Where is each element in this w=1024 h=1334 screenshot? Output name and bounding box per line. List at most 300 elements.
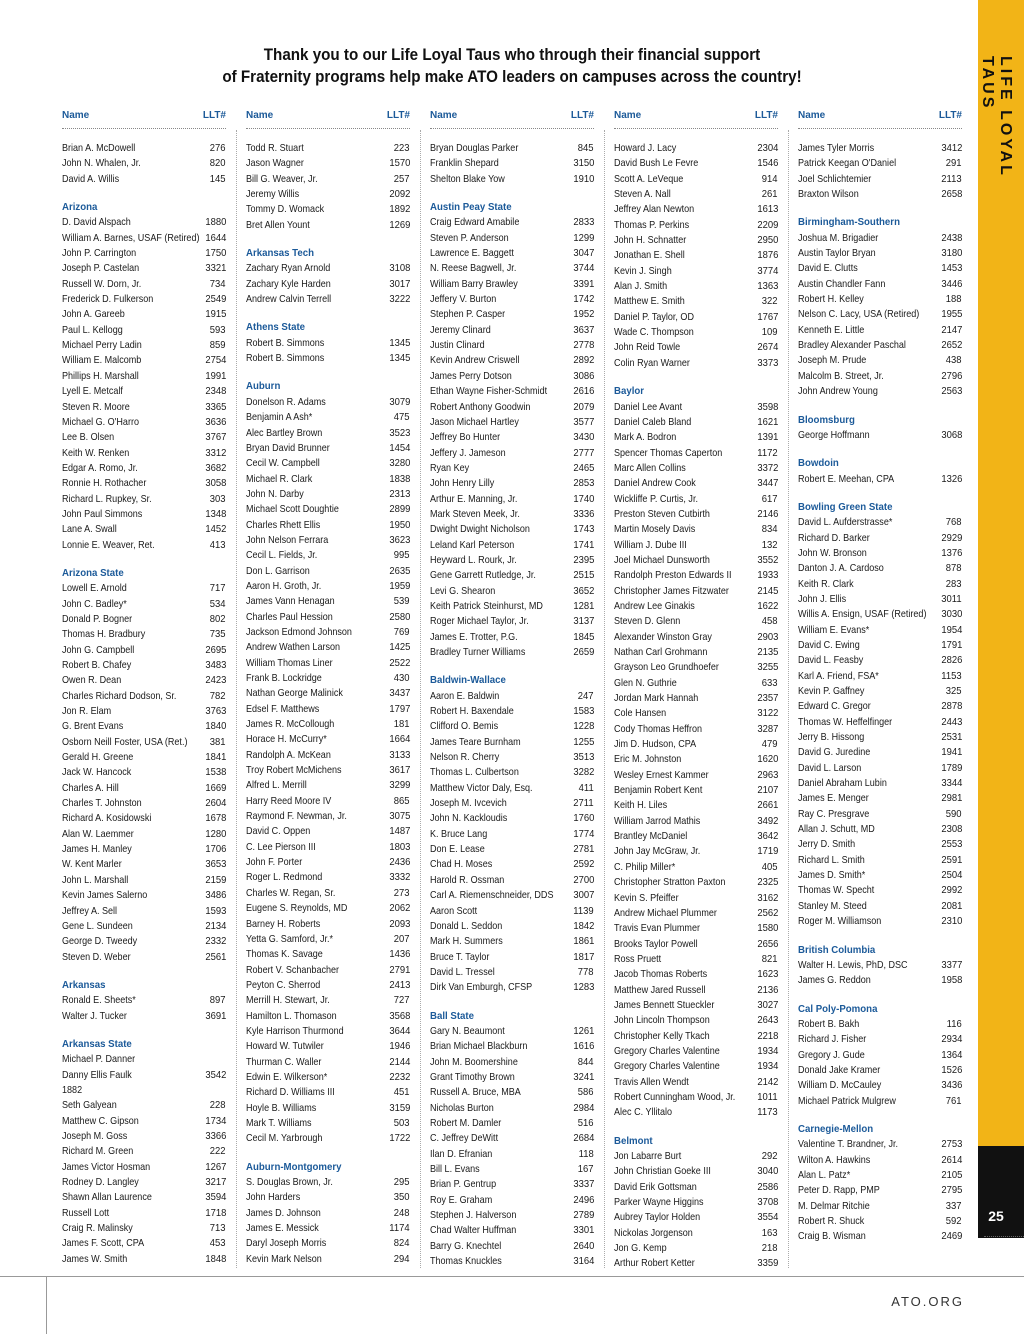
member-row: [62, 750, 226, 765]
llt-number: 3542: [204, 1068, 226, 1081]
member-row: [798, 914, 962, 929]
llt-number: 1664: [388, 733, 410, 746]
llt-number: 2159: [204, 873, 226, 886]
llt-number: 430: [394, 672, 410, 684]
member-row: [614, 356, 778, 371]
llt-number: 821: [762, 952, 778, 965]
member-row: [62, 888, 226, 903]
member-row: [430, 476, 594, 491]
member-name: Chad Walter Huffman: [430, 1224, 517, 1237]
llt-number: 2604: [204, 797, 226, 810]
llt-number: 3359: [756, 1257, 778, 1270]
member-name: Stanley M. Steed: [798, 899, 867, 912]
llt-number: 2903: [756, 630, 778, 643]
llt-number: 516: [578, 1116, 594, 1129]
llt-number: 2777: [572, 446, 594, 459]
llt-number: 132: [762, 538, 778, 551]
llt-number: 3708: [756, 1196, 778, 1209]
llt-number: 834: [762, 523, 778, 536]
member-name: Bradley Turner Williams: [430, 646, 526, 658]
member-name: Aubrey Taylor Holden: [614, 1211, 701, 1224]
member-name: Thomas W. Heffelfinger: [798, 715, 893, 728]
llt-number: 1958: [940, 974, 962, 987]
llt-number: 247: [578, 689, 594, 702]
llt-number: 1954: [940, 623, 962, 636]
member-name: Stephen P. Casper: [430, 308, 506, 321]
llt-number: 1840: [204, 720, 226, 733]
member-row: [246, 564, 410, 579]
llt-number: 2656: [756, 937, 778, 950]
member-row: [62, 796, 226, 811]
member-row: [614, 952, 778, 967]
member-name: David L. Larson: [798, 761, 862, 774]
member-row: [246, 1039, 410, 1054]
member-row: [246, 456, 410, 471]
member-name: Richard A. Kosidowski: [62, 812, 152, 825]
member-row: [62, 581, 226, 596]
member-name: G. Brent Evans: [62, 720, 124, 733]
member-row: [246, 579, 410, 594]
llt-number: 1538: [204, 766, 226, 779]
llt-number: 2504: [940, 869, 962, 882]
chapter-name: Auburn: [246, 380, 281, 393]
member-row: [62, 369, 226, 384]
member-row: [430, 934, 594, 949]
member-row: [62, 612, 226, 627]
chapter-heading: [614, 384, 778, 399]
llt-number: 109: [762, 326, 778, 339]
member-name: Christopher Kelly Tkach: [614, 1029, 710, 1042]
member-name: Martin Mosely Davis: [614, 523, 696, 536]
llt-number: 768: [946, 516, 962, 529]
llt-number: 475: [394, 411, 410, 424]
member-name: Willis A. Ensign, USAF (Retired): [798, 608, 927, 621]
member-row: [798, 292, 962, 307]
member-row: [614, 141, 778, 156]
llt-number: 3763: [204, 705, 226, 718]
llt-number: 3336: [572, 507, 594, 520]
column-header-name: Name: [430, 110, 458, 121]
member-row: [430, 446, 594, 461]
llt-number: 118: [578, 1147, 594, 1160]
column-header-llt: LLT#: [386, 110, 410, 121]
llt-number: 778: [578, 965, 594, 978]
member-row: [614, 310, 778, 325]
member-name: John P. Carrington: [62, 247, 137, 260]
member-row: [614, 906, 778, 921]
member-name: Andrew Michael Plummer: [614, 906, 717, 919]
llt-number: 3086: [572, 369, 594, 382]
member-row: [798, 958, 962, 973]
member-name: Charles Rhett Ellis: [246, 518, 321, 531]
member-name: James E. Messick: [246, 1222, 319, 1235]
member-name: Donald P. Bogner: [62, 612, 133, 625]
member-row: [614, 415, 778, 430]
member-name: Cecil L. Fields, Jr.: [246, 549, 318, 562]
member-name: John W. Bronson: [798, 546, 867, 559]
member-row: [430, 261, 594, 276]
member-name: Michael Patrick Mulgrew: [798, 1094, 896, 1107]
member-name: Jason Michael Hartley: [430, 415, 519, 428]
llt-number: 222: [210, 1145, 226, 1158]
member-name: James Tyler Morris: [798, 142, 875, 154]
member-row: [798, 1229, 962, 1244]
member-name: Robert H. Kelley: [798, 293, 864, 306]
column-header-llt: LLT#: [754, 110, 778, 121]
llt-number: 2684: [572, 1132, 594, 1145]
llt-number: 1620: [756, 753, 778, 766]
member-name: Arthur E. Manning, Jr.: [430, 492, 518, 505]
llt-number: 1719: [756, 845, 778, 858]
member-row: [614, 233, 778, 248]
member-name: Michael Scott Doughtie: [246, 503, 339, 516]
member-row: [62, 627, 226, 642]
member-row: [430, 704, 594, 719]
llt-number: 2778: [572, 339, 594, 352]
member-name: Jason Wagner: [246, 157, 304, 170]
member-name: Aaron E. Baldwin: [430, 689, 500, 702]
member-name: Ethan Wayne Fisher-Schmidt: [430, 385, 548, 398]
member-name: Richard L. Smith: [798, 853, 865, 866]
member-row: [430, 965, 594, 980]
chapter-heading: [430, 200, 594, 215]
member-name: Phillips H. Marshall: [62, 369, 139, 382]
llt-number: 1621: [756, 415, 778, 428]
member-row: [62, 934, 226, 949]
llt-number: 844: [578, 1055, 594, 1068]
member-name: Shelton Blake Yow: [430, 172, 505, 185]
member-name: Brian P. Gentrup: [430, 1178, 497, 1191]
member-name: Harry Reed Moore IV: [246, 794, 332, 807]
member-row: [430, 857, 594, 872]
llt-number: 2878: [940, 700, 962, 713]
llt-number: 1583: [572, 705, 594, 718]
member-row: [614, 1241, 778, 1256]
member-name: Gene Garrett Rutledge, Jr.: [430, 569, 536, 582]
llt-number: 188: [946, 293, 962, 306]
llt-number: 3075: [388, 810, 410, 823]
llt-number: 2465: [572, 461, 594, 474]
member-row: [614, 279, 778, 294]
llt-number: 1774: [572, 827, 594, 840]
page-number: 25: [988, 1208, 1004, 1224]
llt-number: 295: [394, 1176, 410, 1188]
member-name: Troy Robert McMichens: [246, 764, 342, 777]
llt-number: 1718: [204, 1206, 226, 1219]
chapter-heading: [62, 200, 226, 215]
member-row: [798, 428, 962, 443]
member-name: Kevin P. Gaffney: [798, 685, 865, 697]
member-name: James E. Menger: [798, 792, 869, 805]
member-row: [798, 1063, 962, 1078]
member-row: [614, 202, 778, 217]
llt-number: 2553: [940, 838, 962, 851]
member-row: [614, 891, 778, 906]
member-name: Nelson C. Lacy, USA (Retired): [798, 308, 920, 321]
llt-number: 3312: [204, 446, 226, 459]
member-name: Bret Allen Yount: [246, 218, 310, 231]
member-row: [430, 1147, 594, 1162]
llt-number: 3486: [204, 889, 226, 902]
member-row: [62, 231, 226, 246]
member-name: John A. Gareeb: [62, 308, 125, 321]
llt-number: 3017: [388, 277, 410, 290]
member-name: Jon G. Kemp: [614, 1242, 667, 1255]
llt-number: 3492: [756, 814, 778, 827]
member-name: Roger M. Williamson: [798, 915, 882, 928]
member-name: Jordan Mark Hannah: [614, 692, 699, 705]
member-row: [62, 292, 226, 307]
llt-number: 207: [394, 932, 410, 945]
member-name: Roger Michael Taylor, Jr.: [430, 615, 529, 628]
llt-number: 2531: [940, 731, 962, 744]
llt-number: 2992: [940, 884, 962, 897]
member-name: John Paul Simmons: [62, 507, 143, 520]
member-row: [62, 993, 226, 1008]
member-name: William Barry Brawley: [430, 277, 518, 290]
member-name: Gene L. Sundeen: [62, 919, 133, 932]
member-name: Brian Michael Blackburn: [430, 1040, 528, 1053]
member-name: James F. Scott, CPA: [62, 1237, 145, 1250]
member-name: Aaron H. Groth, Jr.: [246, 579, 322, 592]
llt-number: 3180: [940, 247, 962, 260]
column-separator: [236, 130, 237, 1268]
llt-number: 3344: [940, 777, 962, 790]
member-name: Kenneth E. Little: [798, 323, 865, 336]
member-row: [62, 873, 226, 888]
member-row: [62, 719, 226, 734]
member-row: [62, 1052, 226, 1067]
member-name: Ryan Key: [430, 461, 470, 474]
member-row: [62, 781, 226, 796]
member-row: [62, 1190, 226, 1205]
member-row: [798, 307, 962, 322]
llt-number: 2586: [756, 1180, 778, 1193]
llt-number: 3691: [204, 1009, 226, 1022]
column-header-llt: LLT#: [202, 110, 226, 121]
llt-number: 769: [394, 625, 410, 638]
member-row: [614, 921, 778, 936]
member-row: [246, 261, 410, 276]
llt-number: 3623: [388, 533, 410, 546]
member-row: [246, 410, 410, 425]
member-name: K. Bruce Lang: [430, 827, 488, 840]
member-name: Peyton C. Sherrod: [246, 978, 321, 991]
llt-number: 1299: [572, 231, 594, 244]
member-name: Merrill H. Stewart, Jr.: [246, 994, 330, 1007]
member-name: Franklin Shepard: [430, 157, 499, 170]
member-name: John L. Marshall: [62, 873, 129, 886]
member-row: [614, 798, 778, 813]
member-row: [798, 853, 962, 868]
member-row: [614, 1149, 778, 1164]
member-name: George Hoffmann: [798, 428, 870, 441]
member-row: [430, 1193, 594, 1208]
member-name: Glen N. Guthrie: [614, 676, 677, 689]
llt-number: 3642: [756, 830, 778, 843]
llt-number: 1741: [572, 538, 594, 551]
member-row: [430, 231, 594, 246]
member-name: Dwight Dwight Nicholson: [430, 523, 530, 536]
member-name: Michael G. O'Harro: [62, 415, 139, 428]
llt-number: 1326: [940, 472, 962, 485]
member-name: Charles A. Hill: [62, 781, 119, 794]
llt-number: 3554: [756, 1211, 778, 1224]
member-name: Jonathan E. Shell: [614, 249, 685, 262]
llt-number: 1743: [572, 523, 594, 536]
llt-number: 2643: [756, 1014, 778, 1027]
member-row: [246, 277, 410, 292]
llt-number: 350: [394, 1191, 410, 1204]
llt-number: 845: [578, 142, 594, 154]
chapter-name: Bloomsburg: [798, 413, 855, 426]
chapter-name: Baldwin-Wallace: [430, 674, 506, 687]
llt-number: 2308: [940, 823, 962, 836]
llt-number: 257: [394, 172, 410, 185]
llt-number: 2984: [572, 1101, 594, 1114]
member-name: Andrew Lee Ginakis: [614, 599, 695, 612]
member-name: Valentine T. Brandner, Jr.: [798, 1138, 899, 1151]
member-row: [62, 1175, 226, 1190]
llt-number: 2092: [388, 188, 410, 201]
member-name: James Perry Dotson: [430, 369, 512, 382]
member-row: [614, 722, 778, 737]
member-row: [246, 1116, 410, 1131]
member-name: John Harders: [246, 1191, 301, 1204]
member-name: Randolph A. McKean: [246, 748, 331, 761]
member-name: Frank B. Lockridge: [246, 672, 322, 684]
member-row: [430, 950, 594, 965]
member-row: [246, 978, 410, 993]
member-row: [246, 947, 410, 962]
llt-number: 539: [394, 595, 410, 608]
member-name: Bill G. Weaver, Jr.: [246, 172, 318, 185]
member-name: Charles W. Regan, Sr.: [246, 886, 336, 899]
member-name: Robert B. Chafey: [62, 659, 132, 671]
llt-number: 3040: [756, 1165, 778, 1178]
member-name: Jeffery V. Burton: [430, 293, 497, 306]
llt-number: 3068: [940, 428, 962, 441]
member-row: [614, 737, 778, 752]
member-row: [246, 1024, 410, 1039]
member-name: Justin Clinard: [430, 339, 485, 352]
member-name: Brantley McDaniel: [614, 830, 688, 843]
member-name: Jackson Edmond Johnson: [246, 625, 352, 638]
llt-number: 2929: [940, 531, 962, 544]
chapter-heading: [62, 1037, 226, 1052]
member-name: Craig Edward Amabile: [430, 216, 520, 229]
member-row: [798, 623, 962, 638]
llt-number: 3366: [204, 1129, 226, 1142]
llt-number: 276: [210, 142, 226, 154]
llt-number: 1841: [204, 751, 226, 764]
member-name: Jim D. Hudson, CPA: [614, 738, 697, 751]
llt-number: 1616: [572, 1040, 594, 1053]
member-row: [798, 1199, 962, 1214]
member-row: [798, 1153, 962, 1168]
member-row: [62, 400, 226, 415]
llt-number: 273: [394, 886, 410, 899]
member-name: Gary N. Beaumont: [430, 1024, 505, 1037]
member-name: Chad H. Moses: [430, 858, 493, 871]
llt-number: 3568: [388, 1009, 410, 1022]
member-name: Keith Patrick Steinhurst, MD: [430, 599, 543, 612]
member-name: James G. Reddon: [798, 974, 871, 987]
member-row: [430, 1162, 594, 1177]
chapter-heading: [798, 500, 962, 515]
member-row: [430, 492, 594, 507]
member-row: [614, 522, 778, 537]
member-row: [430, 538, 594, 553]
member-row: [614, 983, 778, 998]
member-name: Bill L. Evans: [430, 1163, 480, 1175]
llt-number: 3391: [572, 277, 594, 290]
llt-number: 1876: [756, 249, 778, 262]
member-name: Randolph Preston Edwards II: [614, 569, 732, 582]
member-row: [798, 531, 962, 546]
member-row: [246, 187, 410, 202]
member-name: John N. Kackloudis: [430, 812, 508, 825]
member-row: [430, 415, 594, 430]
member-name: Lonnie E. Weaver, Ret.: [62, 538, 155, 551]
member-name: Mark H. Summers: [430, 935, 503, 948]
member-name: Richard M. Green: [62, 1145, 134, 1158]
llt-number: 1391: [756, 431, 778, 444]
member-row: [614, 1090, 778, 1105]
member-row: [614, 156, 778, 171]
member-name: Marc Allen Collins: [614, 461, 686, 474]
member-row: [246, 1221, 410, 1236]
member-name: Russell A. Bruce, MBA: [430, 1086, 521, 1099]
llt-number: 878: [946, 562, 962, 575]
member-name: W. Kent Marler: [62, 858, 122, 871]
member-name: Jeffrey Bo Hunter: [430, 431, 501, 444]
llt-number: 2791: [388, 963, 410, 976]
member-row: [246, 502, 410, 517]
llt-number: 1915: [204, 308, 226, 321]
member-name: John Henry Lilly: [430, 477, 495, 490]
llt-number: 3446: [940, 277, 962, 290]
member-row: [430, 599, 594, 614]
llt-number: 2436: [388, 856, 410, 869]
member-row: [62, 827, 226, 842]
member-row: [798, 472, 962, 487]
llt-number: 3412: [940, 142, 962, 154]
member-name: Arthur Robert Ketter: [614, 1257, 695, 1270]
member-row: [614, 1256, 778, 1271]
member-row: [614, 844, 778, 859]
member-row: [62, 765, 226, 780]
column-header: [246, 110, 410, 129]
llt-number: 1174: [389, 1222, 410, 1235]
member-row: [430, 461, 594, 476]
llt-number: 2899: [388, 503, 410, 516]
member-row: [430, 553, 594, 568]
member-row: [798, 653, 962, 668]
member-row: [430, 430, 594, 445]
member-name: Thomas H. Bradbury: [62, 628, 146, 641]
llt-number: 590: [946, 807, 962, 820]
member-name: Alfred L. Merrill: [246, 779, 307, 792]
llt-number: 2658: [940, 188, 962, 201]
member-name: Rodney D. Langley: [62, 1176, 139, 1188]
member-name: Ross Pruett: [614, 952, 662, 965]
member-row: [430, 842, 594, 857]
member-row: [62, 415, 226, 430]
llt-number: 2062: [388, 902, 410, 915]
member-name: Keith R. Clark: [798, 577, 854, 590]
llt-number: 2469: [940, 1230, 962, 1243]
